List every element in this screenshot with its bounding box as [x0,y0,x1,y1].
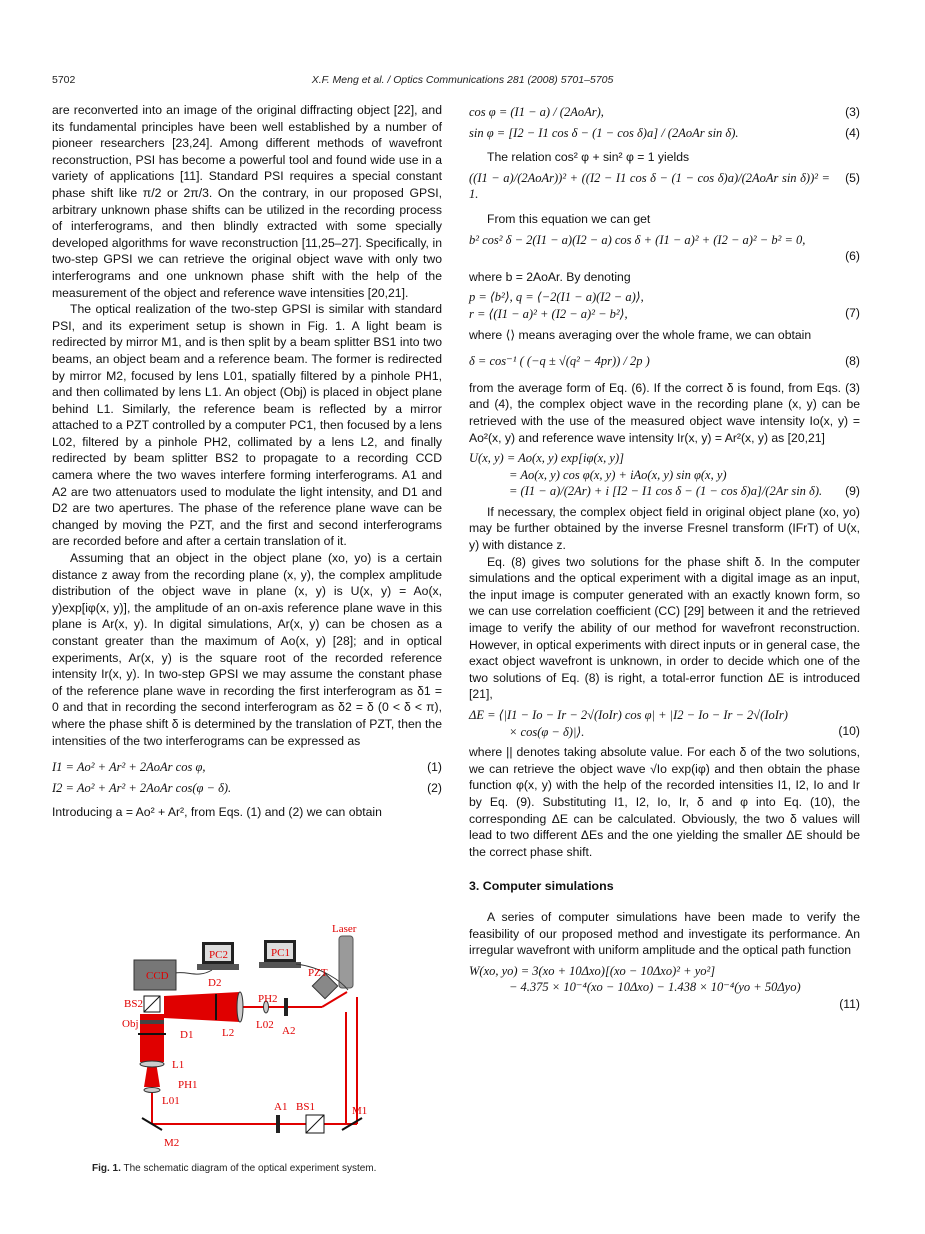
paragraph: The optical realization of the two-step GPSI is similar with standard PSI, and its experiment setup is shown in Fig. 1. A light beam is redirected by mirror M1, and is then split by a beam splitter BS1 into two beams, an object beam and a reference beam. The former is redirected by mirror M2, focused by lens L01, spatially filtered by a pinhole PH1, and then collimated by lens L1. An object (Obj) is placed in object plane behind L1. Similarly, the reference beam is reflected by a mirror attached to a PZT controlled by a computer PC1, then focused by a lens L02, filtered by a pinhole PH2, collimated by a lens L2, and finally redirected by beam splitter BS2 to propagate to a recording CCD camera where the two waves interfere forming interferograms. A1 and A2 are two attenuators used to modulate the light intensity, and D1 and D2 are two apertures. The phase of the reference plane wave can be changed by moving the PZT, and the first and second interferograms are recorded before and after a certain translation of it. [52,302,442,549]
paragraph: where b = 2AoAr. By denoting [469,269,631,284]
lens-l2-icon [237,992,243,1022]
paragraph: Eq. (8) gives two solutions for the phase shift δ. In the computer simulations and the optical experiment with a digital image as an input, the input image is computer generated with an exactly known form, so we can use correlation coefficient (CC) [29] between it and the retrieved image to verify the ability of our method for wavefront reconstruction. However, in optical experiments with direct inputs or in general case, the exact object wavefront is unknown, in order to decide which one of the two solutions of Eq. (8) is right, a total-error function ΔE is introduced [21], [469,554,860,702]
equation-number: (10) [838,724,860,738]
paragraph: If necessary, the complex object field in original object plane (xo, yo) may be further obtained by the inverse Fresnel transform (IFrT) of U(x, y) with distance z. [469,504,860,553]
attenuator-a2-icon [284,998,288,1016]
equation-4: sin φ = [I2 − I1 cos δ − (1 − cos δ)a] / (2AoAr sin δ). (4) [469,125,860,140]
label-m1: M1 [352,1105,368,1117]
label-m2: M2 [164,1137,180,1149]
label-l01: L01 [162,1095,180,1107]
label-ph1: PH1 [178,1079,198,1091]
left-column [52,102,442,821]
equation-number: (2) [427,780,442,795]
label-pc2: PC2 [209,949,228,961]
equation-7: p = ⟨b²⟩, q = ⟨−2(I1 − a)(I2 − a)⟩, r = ⟨(I1 − a)² + (I2 − a)² − b²⟩, (7) [469,290,860,321]
right-column [469,102,860,1017]
paragraph: where ⟨⟩ means averaging over the whole frame, we can obtain [469,327,812,342]
label-pc1: PC1 [271,947,290,959]
paragraph: are reconverted into an image of the original diffracting object [22], and its fundamental principles have been well established by a number of pioneer researchers [23,24]. Among different methods of wavefront reconstruction, PSI has become a powerful tool and found wide use in a variety of applications [11]. Standard PSI requires a special constant phase shift like π/2 or 2π/3. On the contrary, in our proposed GPSI, arbitrary unknown phase shifts can be utilized in the recording process of interferograms, and then blindly extracted with some specially developed algorithms for wave reconstruction [11,25–27]. Specifically, in two-step GPSI we can retrieve the original object wave with only two interferograms and one unknown phase shift with the help of the measurement of the object and reference wave intensities [20,21]. [52,103,442,300]
running-header [52,74,873,90]
page-number: 5702 [52,74,76,86]
equation-number: (11) [839,996,860,1011]
equation-3: cos φ = (I1 − a) / (2AoAr), (3) [469,105,860,119]
equation-number: (9) [845,484,860,499]
label-l2: L2 [222,1027,235,1039]
label-d2: D2 [208,977,222,989]
figure-caption [92,1163,376,1174]
equation-6: b² cos² δ − 2(I1 − a)(I2 − a) cos δ + (I1 − a)² + (I2 − a)² − b² = 0, (6) [469,232,860,264]
equation-11: W(xo, yo) = 3(xo + 10Δxo)[(xo − 10Δxo)² + yo²] − 4.375 × 10⁻⁴(xo − 10Δxo) − 1.438 × 10⁻⁴(yo + 50Δyo) (11) [469,963,860,1011]
label-obj: Obj [122,1018,139,1030]
lens-l1-icon [140,1061,164,1067]
journal-citation: X.F. Meng et al. / Optics Communications 281 (2008) 5701–5705 [311,74,614,86]
object-icon [140,1020,164,1024]
paragraph: A series of computer simulations have been made to verify the feasibility of our proposed method and investigate its performance. An irregular wavefront with uniform amplitude and the optical path function [469,909,860,958]
optical-setup-diagram [52,912,442,1182]
label-bs2: BS2 [124,998,143,1010]
paragraph: Assuming that an object in the object plane (xo, yo) is a certain distance z away from the recording plane (x, y), the complex amplitude distribution of the object wave in plane (x, y) is U(x, y) = Ao(x, y)exp[iφ(x, y)], the amplitude of an on-axis reference plane wave in this plane is Ar(x, y). In digital simulations, Ar(x, y) can be chosen as a constant greater than the maximum of Ao(x, y) [28]; and in optical experiments, Ar(x, y) is the square root of the recorded reference intensity Ir(x, y). In two-step GPSI we may assume the constant phase of the reference plane wave in recording the first interferogram as δ1 = 0 and that in recording the second interferogram as δ2 = δ (0 < δ < π), where the phase shift δ is determined by the translation of PZT, then the intensities of the two interferograms can be expressed as [52,551,442,748]
paragraph: from the average form of Eq. (6). If the correct δ is found, from Eqs. (3) and (4), the complex object wave in the recording plane (x, y) can be retrieved with the use of the measured object wave intensity Io(x, y) = Ao²(x, y) and reference wave intensity Ir(x, y) = Ar²(x, y) as [20,21] [469,380,860,445]
paragraph: The relation cos² φ + sin² φ = 1 yields [487,150,690,165]
equation-number: (3) [845,105,860,119]
caption-label: Fig. 1. [92,1163,121,1174]
equation-number: (8) [845,354,860,369]
laser-icon [339,936,353,988]
label-pzt: PZT [308,967,328,979]
paragraph: From this equation we can get [487,211,651,226]
paragraph: Introducing a = Ao² + Ar², from Eqs. (1) and (2) we can obtain [52,805,382,820]
label-laser: Laser [332,923,357,935]
pinhole-ph1-icon [144,1088,160,1093]
equation-number: (1) [427,760,442,775]
label-bs1: BS1 [296,1101,315,1113]
label-l02: L02 [256,1019,274,1031]
label-l1: L1 [172,1059,185,1071]
equation-5: ((I1 − a)/(2AoAr))² + ((I2 − I1 cos δ − (1 − cos δ)a)/(2AoAr sin δ))² = 1. (5) [469,170,860,202]
section-heading: 3. Computer simulations [469,879,614,894]
equation-2: I2 = Ao² + Ar² + 2AoAr cos(φ − δ). (2) [52,780,442,795]
label-a1: A1 [274,1101,288,1113]
equation-number: (7) [845,306,860,321]
equation-9: U(x, y) = Ao(x, y) exp[iφ(x, y)] = Ao(x, y) cos φ(x, y) + iAo(x, y) sin φ(x, y) = (I1 − a)/(2Ar) + i [I2 − I1 cos δ − (1 − cos δ)a]/(2Ar sin δ). (9) [469,451,860,499]
equation-number: (5) [845,170,860,185]
equation-8: δ = cos⁻¹ ( (−q ± √(q² − 4pr)) / 2p ) (8) [469,354,860,369]
label-ph2: PH2 [258,993,278,1005]
label-ccd: CCD [146,970,169,982]
equation-number: (6) [845,249,860,264]
label-a2: A2 [282,1025,296,1037]
paragraph: where || denotes taking absolute value. For each δ of the two solutions, we can retrieve the object wave √Io exp(iφ) and then obtain the phase function φ(x, y) with the help of the recorded intensities I1, I2, Io and Ir by Eq. (9). Substituting I1, I2, Io, Ir, δ and φ into Eq. (10), the corresponding ΔE can be calculated. Obviously, the two δ values will lead to two different ΔEs and the one yielding the smaller ΔE should be the correct phase shift. [469,745,860,859]
attenuator-a1-icon [276,1115,280,1133]
caption-text: The schematic diagram of the optical experiment system. [123,1163,377,1174]
equation-1: I1 = Ao² + Ar² + 2AoAr cos φ, (1) [52,760,442,775]
label-d1: D1 [180,1029,194,1041]
equation-10: ΔE = ⟨|I1 − Io − Ir − 2√(IoIr) cos φ| + |I2 − Io − Ir − 2√(IoIr) × cos(φ − δ)|⟩. (10) [469,708,860,739]
equation-number: (4) [845,125,860,140]
